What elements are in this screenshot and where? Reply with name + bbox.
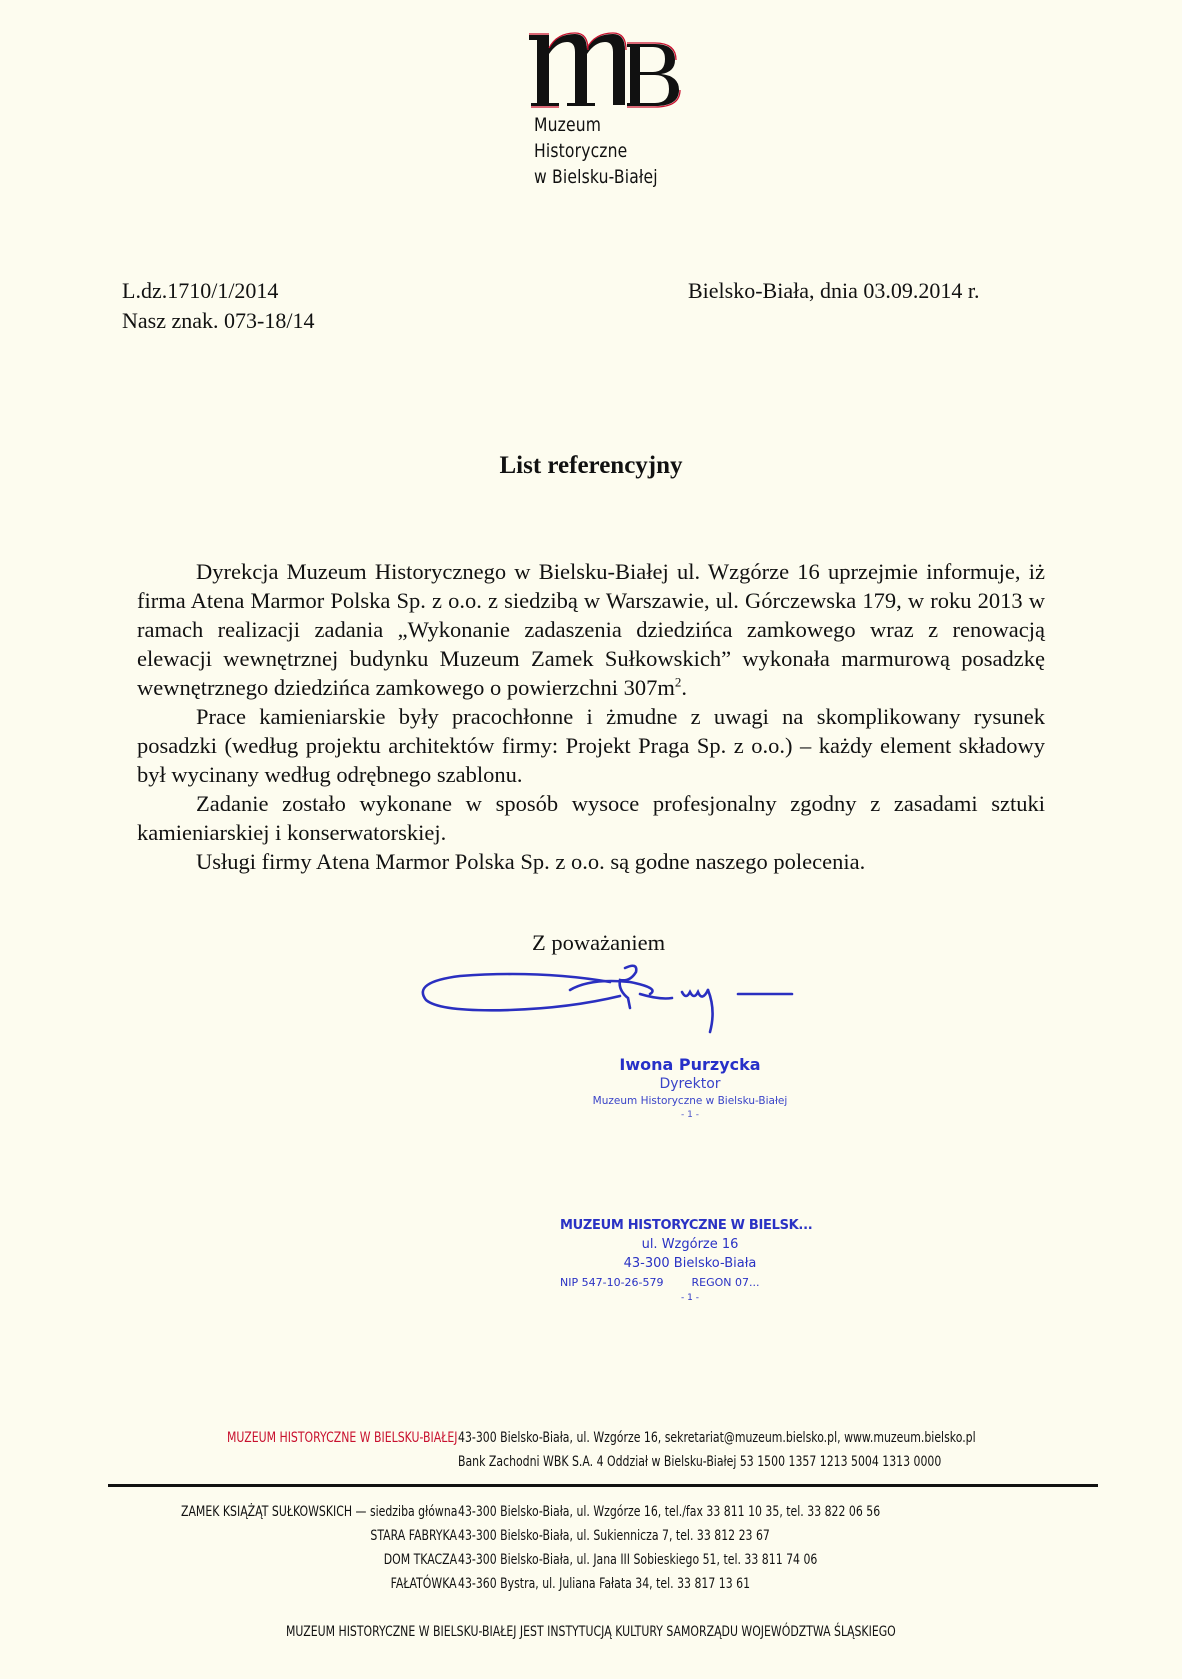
stamp-regon: REGON 07...	[691, 1276, 760, 1289]
ldz-number: L.dz.1710/1/2014	[122, 278, 279, 303]
footer-org-name: MUZEUM HISTORYCZNE W BIELSKU-BIAŁEJ	[226, 1430, 457, 1446]
letter-body	[137, 557, 1045, 876]
museum-logo-monogram	[527, 18, 682, 113]
branch-label: ZAMEK KSIĄŻĄT SUŁKOWSKICH — siedziba główna	[180, 1504, 457, 1520]
footer-divider	[108, 1484, 1098, 1487]
branch-label: DOM TKACZA	[383, 1552, 457, 1568]
place-date: Bielsko-Biała, dnia 03.09.2014 r.	[688, 278, 980, 303]
paragraph: Prace kamieniarskie były pracochłonne i żmudne z uwagi na skomplikowany rysunek posadzki (według projektu architektów firmy: Projekt Praga Sp. z o.o.) – każdy element składowy był wycinany według odrębnego szablonu.	[137, 704, 1045, 787]
branch-info: 43-300 Bielsko-Biała, ul. Wzgórze 16, tel./fax 33 811 10 35, tel. 33 822 06 56	[458, 1504, 881, 1520]
our-reference: Nasz znak. 073-18/14	[122, 308, 315, 333]
reference-block	[122, 276, 314, 336]
institution-stamp	[560, 1217, 840, 1303]
stamp-ids	[560, 1273, 840, 1293]
signatory-name: Iwona Purzycka	[619, 1055, 761, 1074]
logo-line: Historyczne	[534, 140, 628, 162]
branch-label: FAŁATÓWKA	[390, 1576, 457, 1592]
closing-salutation: Z poważaniem	[532, 930, 666, 955]
stamp-header: MUZEUM HISTORYCZNE W BIELSK...	[560, 1218, 813, 1233]
stamp-page-mark: - 1 -	[681, 1293, 699, 1303]
museum-logo-text	[534, 112, 658, 190]
footer-org-address: 43-300 Bielsko-Biała, ul. Wzgórze 16, sekretariat@muzeum.bielsko.pl, www.muzeum.bielsko.pl	[458, 1430, 976, 1446]
branch-info: 43-300 Bielsko-Biała, ul. Sukiennicza 7, tel. 33 812 23 67	[458, 1528, 770, 1544]
logo-line: w Bielsku-Białej	[534, 166, 658, 188]
logo-line: Muzeum	[534, 114, 602, 136]
stamp-street: ul. Wzgórze 16	[641, 1237, 739, 1252]
stamp-nip: NIP 547-10-26-579	[560, 1276, 664, 1289]
stamp-city: 43-300 Bielsko-Biała	[623, 1256, 757, 1271]
branch-info: 43-360 Bystra, ul. Juliana Fałata 34, tel. 33 817 13 61	[458, 1576, 751, 1592]
paragraph	[137, 557, 1045, 702]
signatory-role: Dyrektor	[659, 1076, 721, 1092]
signatory-stamp	[560, 1055, 820, 1121]
footer-note-text: MUZEUM HISTORYCZNE W BIELSKU-BIAŁEJ JEST INSTYTUCJĄ KULTURY SAMORZĄDU WOJEWÓDZTWA ŚLĄSKIEGO	[286, 1624, 896, 1640]
stamp-page-mark: - 1 -	[681, 1110, 699, 1120]
branch-info: 43-300 Bielsko-Biała, ul. Jana III Sobieskiego 51, tel. 33 811 74 06	[458, 1552, 818, 1568]
branch-label: STARA FABRYKA	[370, 1528, 457, 1544]
paragraph-text-end: .	[681, 675, 688, 700]
document-title: List referencyjny	[499, 452, 683, 479]
footer-bank-account: Bank Zachodni WBK S.A. 4 Oddział w Bielsku-Białej 53 1500 1357 1213 5004 1313 0000	[458, 1454, 942, 1470]
superscript: 2	[674, 674, 682, 690]
paragraph-text: Dyrekcja Muzeum Historycznego w Bielsku-Białej ul. Wzgórze 16 uprzejmie informuje, iż firma Atena Marmor Polska Sp. z o.o. z siedzibą w Warszawie, ul. Górczewska 179, w roku 2013 w ramach realizacji zadania „Wykonanie zadaszenia dziedzińca zamkowego wraz z renowacją elewacji wewnętrznej budynku Muzeum Zamek Sułkowskich” wykonała marmurową posadzkę wewnętrznego dziedzińca zamkowego o powierzchni 307m	[137, 559, 1045, 700]
footer-note	[0, 1620, 1182, 1644]
paragraph: Zadanie zostało wykonane w sposób wysoce profesjonalny zgodny z zasadami sztuki kamieniarskiej i konserwatorskiej.	[137, 791, 1045, 845]
handwritten-signature	[420, 960, 810, 1040]
signatory-institution: Muzeum Historyczne w Bielsku-Białej	[592, 1095, 788, 1107]
paragraph: Usługi firmy Atena Marmor Polska Sp. z o.o. są godne naszego polecenia.	[196, 849, 866, 874]
